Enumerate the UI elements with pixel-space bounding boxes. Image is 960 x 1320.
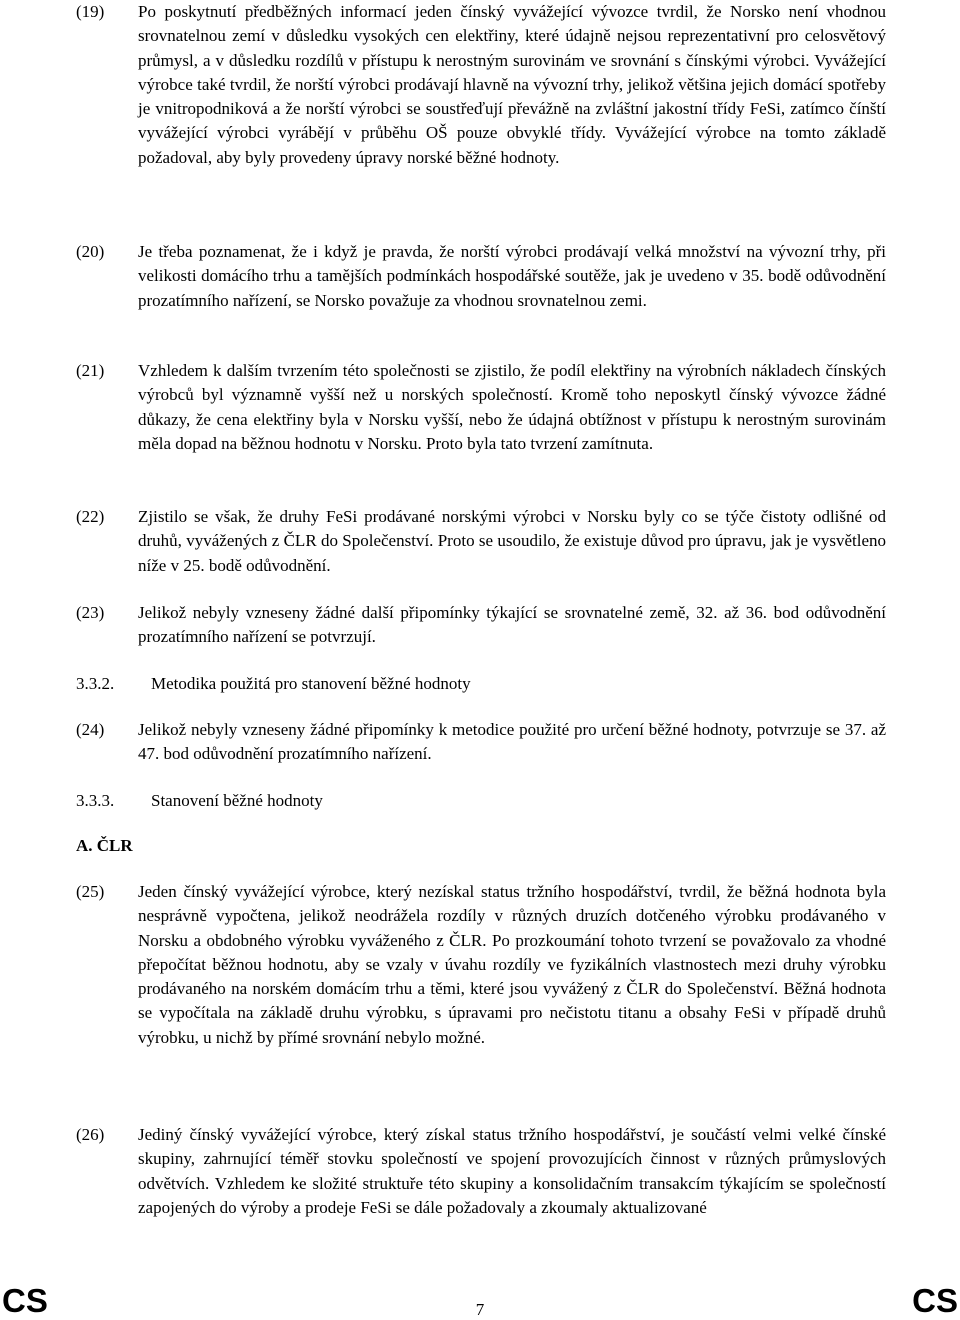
paragraph-text: Jelikož nebyly vzneseny žádné připomínky k metodice použité pro určení běžné hodnoty, potvrzuje se 37. až 47. bod odůvodnění prozatímního nařízení. <box>138 720 886 764</box>
paragraph-number: (20) <box>76 242 105 261</box>
paragraph-number: (22) <box>76 507 105 526</box>
paragraph-number: (26) <box>76 1125 105 1144</box>
paragraph-text: Po poskytnutí předběžných informací jeden čínský vyvážející vývozce tvrdil, že Norsko není vhodnou srovnatelnou zemí v důsledku vysokých cen elektřiny, které údajně nejsou reprezentativní pro celosvětový průmysl, a v důsledku rozdílů v přístupu k nerostným surovinám ve srovnání s čínskými výrobci. Vyvážející výrobce také tvrdil, že norští výrobci prodávají hlavně na vývozní trhy, jelikož většina jejich domácí spotřeby je vnitropodniková a že norští výrobci se soustřeďují převážně na zvláštní jakostní třídy FeSi, zatímco čínští vyvážející výrobci vyrábějí v průběhu OŠ pouze obvyklé třídy. Vyvážející výrobce na tomto základě požadoval, aby byly provedeny úpravy norské běžné hodnoty. <box>138 2 886 167</box>
footer-language-right: CS <box>912 1282 958 1319</box>
page-number: 7 <box>475 1300 485 1319</box>
heading-number: 3.3.3. <box>76 791 115 810</box>
paragraph-23 <box>76 601 886 650</box>
paragraph-text: Je třeba poznamenat, že i když je pravda, že norští výrobci prodávají velká množství na vývozní trhy, při velikosti domácího trhu a tamějších podmínkách hospodářské soutěže, jak je uvedeno v 35. bodě odůvodnění prozatímního nařízení, se Norsko považuje za vhodnou srovnatelnou zemi. <box>138 242 886 310</box>
subsection-heading-3-3-3 <box>76 789 323 813</box>
paragraph-text: Vzhledem k dalším tvrzením této společnosti se zjistilo, že podíl elektřiny na výrobních nákladech čínských výrobců byl významně vyšší než u norských společností. Kromě toho neposkytl čínský vývozce žádné důkazy, že cena elektřiny byla v Norsku vyšší, nebo že údajná obtížnost v přístupu k nerostným surovinám měla dopad na běžnou hodnotu v Norsku. Proto byla tato tvrzení zamítnuta. <box>138 361 886 453</box>
paragraph-text: Jelikož nebyly vzneseny žádné další připomínky týkající se srovnatelné země, 32. až 36. bod odůvodnění prozatímního nařízení se potvrzují. <box>138 603 886 647</box>
paragraph-20 <box>76 240 886 313</box>
paragraph-text: Jeden čínský vyvážející výrobce, který nezískal status tržního hospodářství, tvrdil, že běžná hodnota byla nesprávně vypočtena, jelikož neodrážela rozdíly v různých druzích dotčeného výrobku prodávaného v Norsku a obdobného výrobku vyváženého z ČLR. Po prozkoumání tohoto tvrzení se považovalo za vhodné přepočítat běžnou hodnotu, aby se vzaly v úvahu rozdíly ve fyzikálních vlastnostech mezi druhy výrobku prodávaného na norském domácím trhu a těmi, které jsou vyvážený z ČLR do Společenství. Běžná hodnota se vypočítala na základě druhu výrobku, s úpravami pro nečistotu titanu a obsahy FeSi v případě druhů výrobku, u nichž by přímé srovnání nebylo možné. <box>138 882 886 1047</box>
paragraph-26 <box>76 1123 886 1220</box>
paragraph-19 <box>76 0 886 170</box>
paragraph-text: Zjistilo se však, že druhy FeSi prodávané norskými výrobci v Norsku byly co se týče čistoty odlišné od druhů, vyvážených z ČLR do Společenství. Proto se usoudilo, že existuje důvod pro úpravu, jak je vysvětleno níže v 25. bodě odůvodnění. <box>138 507 886 575</box>
heading-title: Stanovení běžné hodnoty <box>151 791 323 810</box>
paragraph-number: (23) <box>76 603 105 622</box>
paragraph-24 <box>76 718 886 767</box>
footer-language-left: CS <box>2 1282 48 1319</box>
paragraph-25 <box>76 880 886 1050</box>
paragraph-number: (25) <box>76 882 105 901</box>
paragraph-text: Jediný čínský vyvážející výrobce, který získal status tržního hospodářství, je součástí velmi velké čínské skupiny, zahrnující téměř stovku společností ve spojení provozujících činnost v různých průmyslových odvětvích. Vzhledem ke složité struktuře této skupiny a konsolidačním transakcím týkajícím se společností zapojených do výroby a prodeje FeSi se dále požadovaly a zkoumaly aktualizované <box>138 1125 886 1217</box>
heading-title: Metodika použitá pro stanovení běžné hodnoty <box>151 674 471 693</box>
paragraph-number: (21) <box>76 361 105 380</box>
paragraph-number: (19) <box>76 2 105 21</box>
paragraph-22 <box>76 505 886 578</box>
subsection-heading-3-3-2 <box>76 672 471 696</box>
heading-number: 3.3.2. <box>76 674 115 693</box>
section-label: A. ČLR <box>76 836 133 855</box>
paragraph-number: (24) <box>76 720 105 739</box>
paragraph-21 <box>76 359 886 456</box>
